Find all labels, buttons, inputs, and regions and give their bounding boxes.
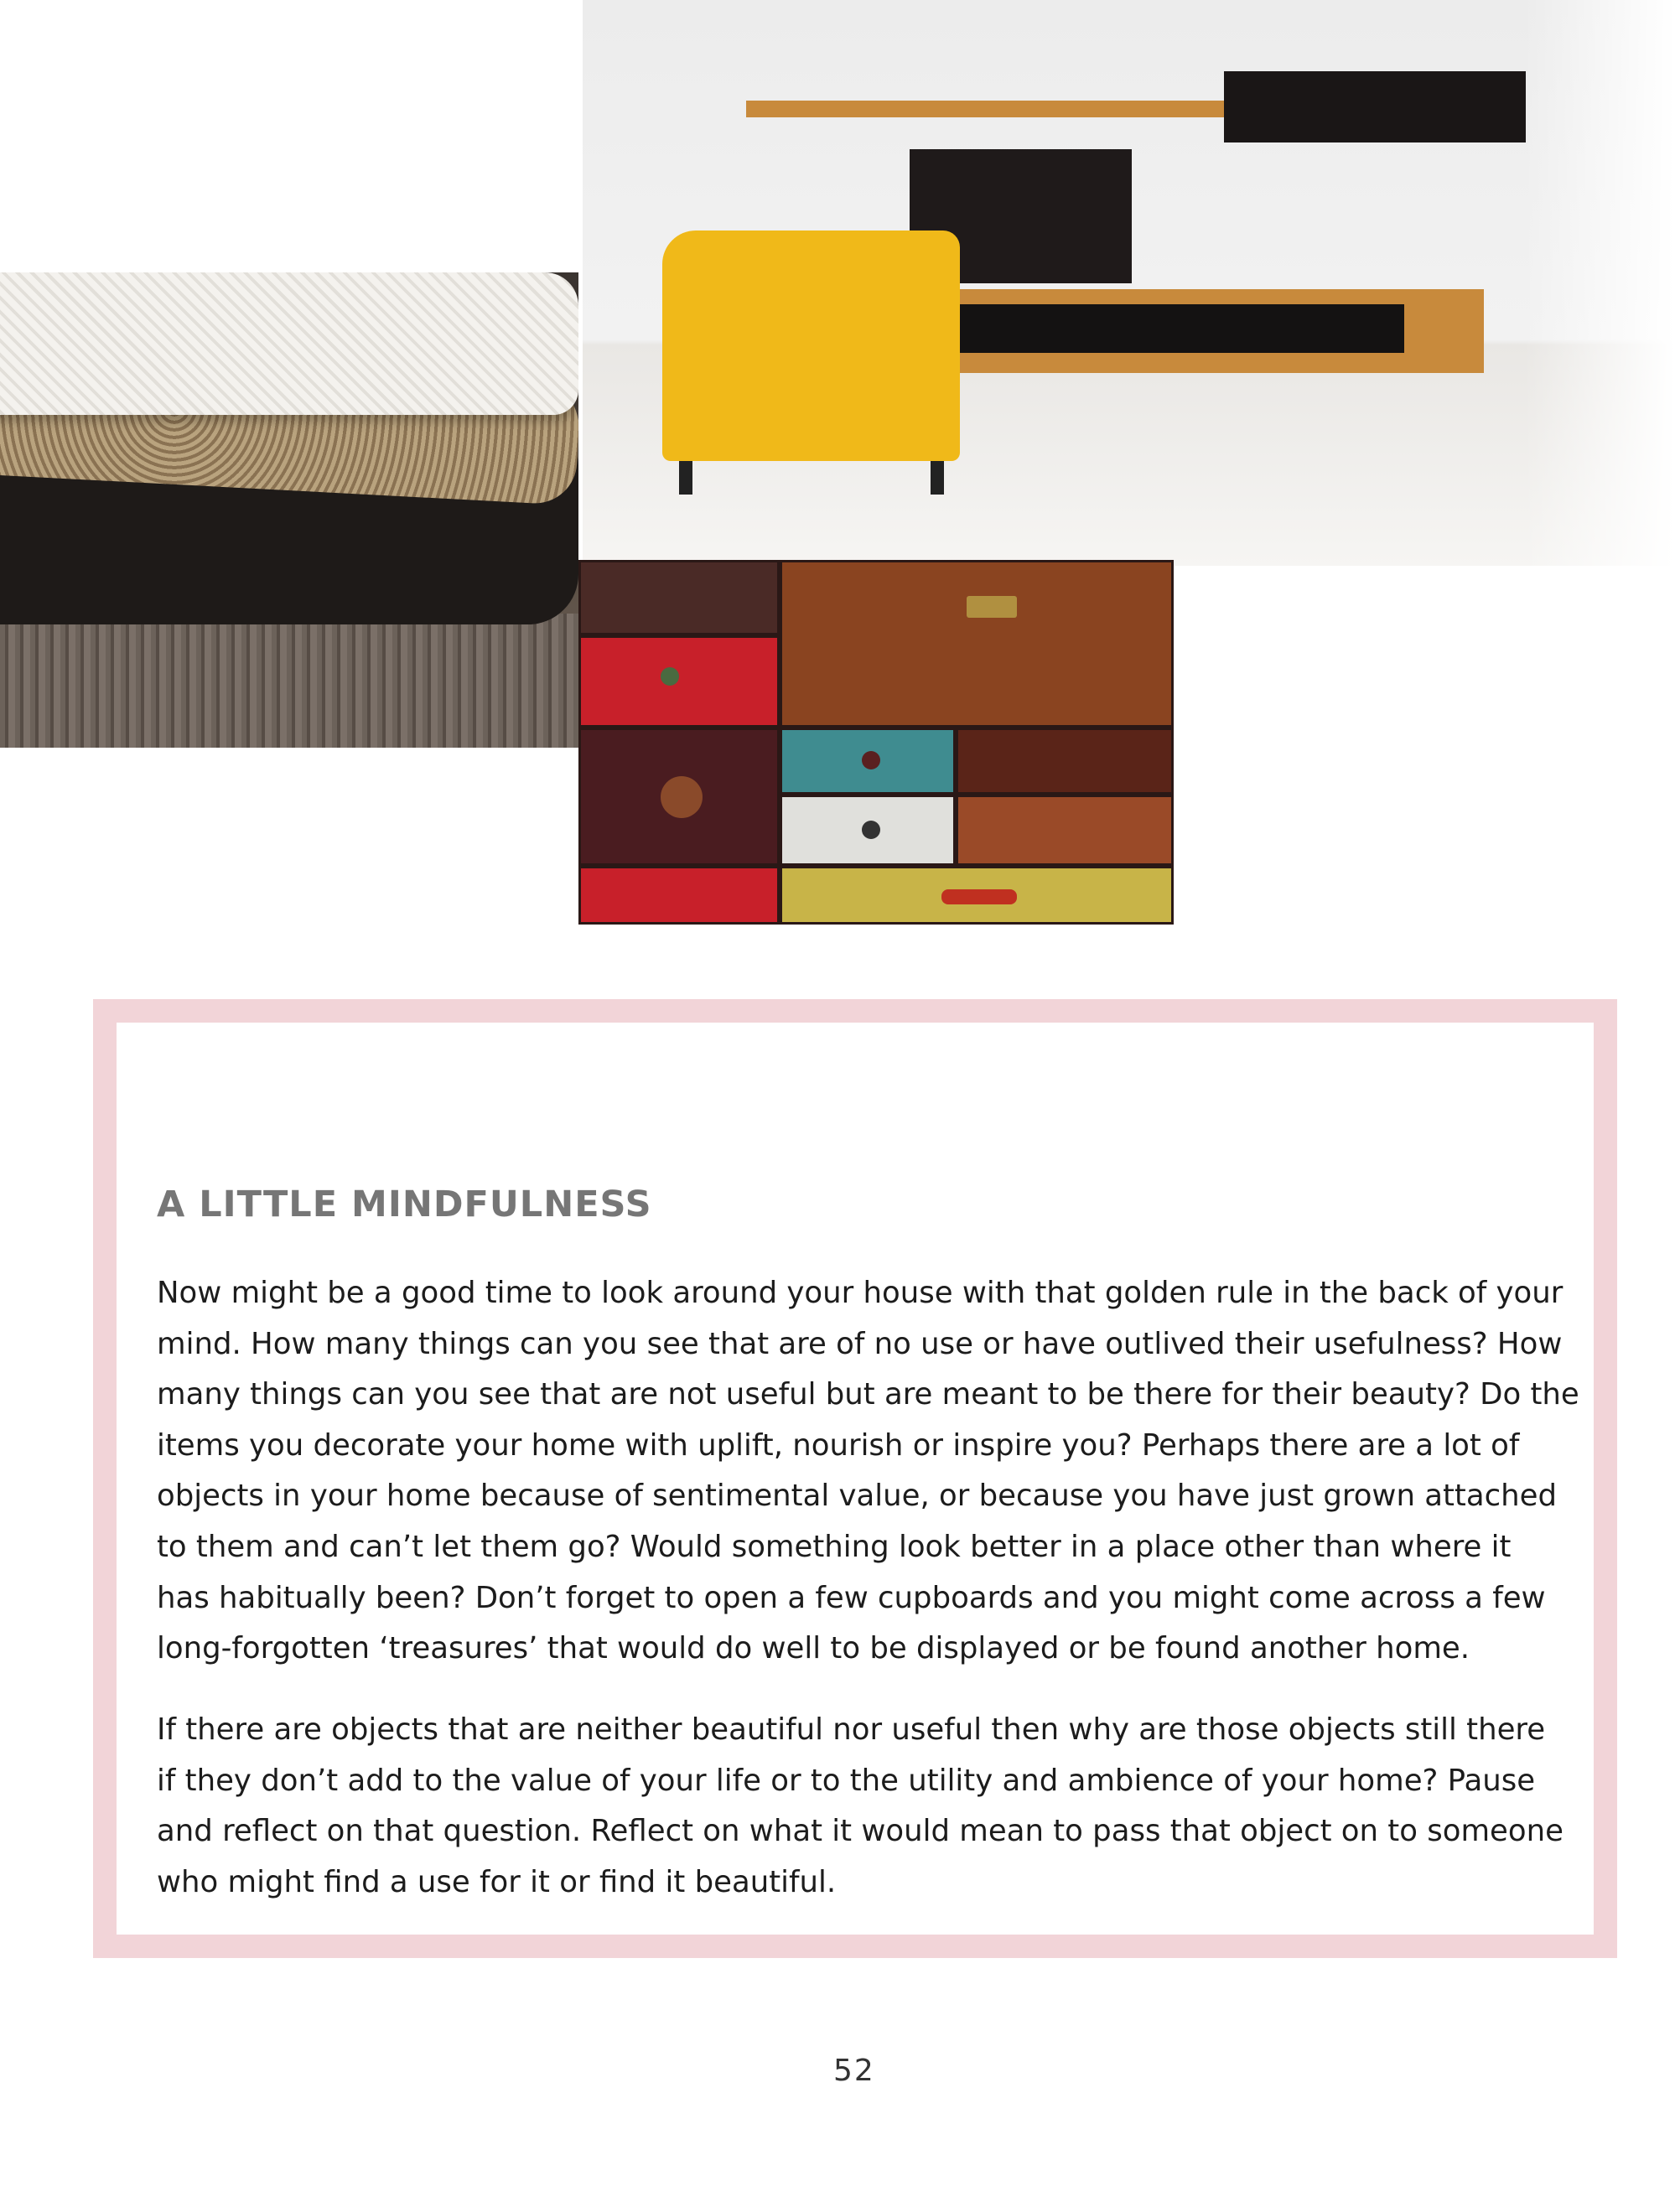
page-number: 52 [833,2054,875,2088]
drawer [578,866,780,925]
wall-cabinet [1224,71,1526,142]
folded-blankets-photo [0,272,578,748]
yellow-armchair [662,231,960,461]
paragraph-1 [157,1268,1579,1675]
living-room-photo [583,0,1675,566]
text-line: items you decorate your home with uplift, nourish or inspire you? Perhaps there are a lot of [157,1427,1520,1463]
tv-unit [960,289,1484,373]
colorful-drawers-photo [578,560,1174,925]
text-line: Now might be a good time to look around your house with that golden rule in the back of your [157,1276,1564,1310]
text-line: mind. How many things can you see that are of no use or have outlived their usefulness? How [157,1326,1563,1361]
text-line: objects in your home because of sentimental value, or because you have just grown attached [157,1479,1557,1514]
drawer [780,560,1174,728]
drawer [956,795,1174,866]
text-line: to them and can’t let them go? Would something look better in a place other than where it [157,1529,1512,1564]
white-blanket [0,272,578,415]
drawer [578,560,780,635]
wood-floor [0,614,578,748]
drawer [780,795,956,866]
text-line: has habitually been? Don’t forget to open a few cupboards and you might come across a few [157,1580,1546,1615]
drawer [780,728,956,795]
text-line: many things can you see that are not useful but are meant to be there for their beauty? Do the [157,1377,1579,1412]
drawer [956,728,1174,795]
text-line: if they don’t add to the value of your life or to the utility and ambience of your home? Pause [157,1763,1536,1798]
paragraph-2 [157,1705,1564,1908]
drawer [578,728,780,866]
text-line: long-forgotten ‘treasures’ that would do well to be displayed or be found another home. [157,1631,1470,1666]
text-line: who might find a use for it or find it beautiful. [157,1864,837,1899]
drawer [578,635,780,728]
text-line: If there are objects that are neither beautiful nor useful then why are those objects still there [157,1712,1546,1747]
drawer [780,866,1174,925]
photo-fade [1524,0,1675,566]
text-line: and reflect on that question. Reflect on what it would mean to pass that object on to someone [157,1814,1564,1849]
wall-shelf [746,101,1224,117]
section-heading: A LITTLE MINDFULNESS [157,1184,652,1225]
